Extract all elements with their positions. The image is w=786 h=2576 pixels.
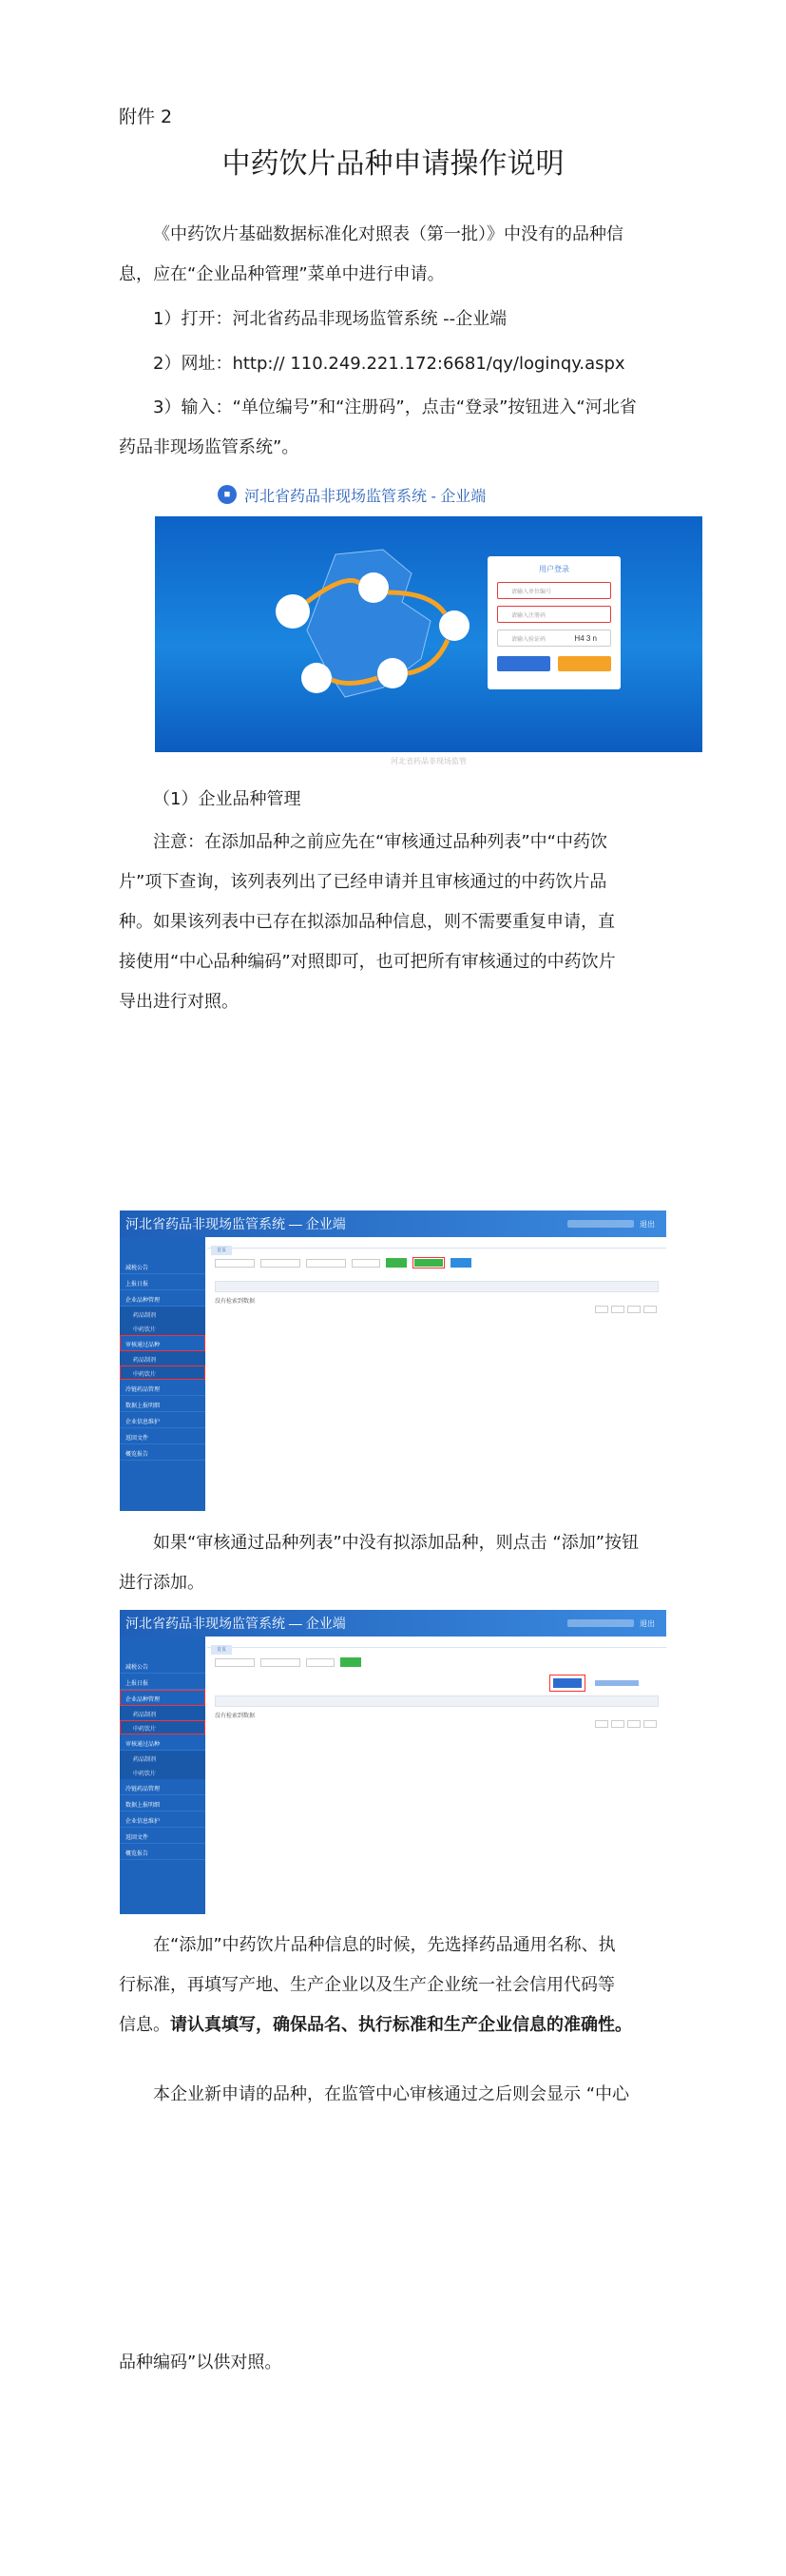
captcha-input[interactable] — [497, 629, 611, 647]
filter-select[interactable] — [306, 1658, 335, 1667]
login-header — [155, 478, 702, 511]
note-line-2: 片”项下查询，该列表列出了已经申请并且审核通过的中药饮片品 — [119, 872, 607, 892]
product-management-screenshot — [120, 1610, 666, 1914]
fill-line-2: 行标准，再填写产地、生产企业以及生产企业统一社会信用代码等 — [119, 1975, 615, 1995]
pagination — [595, 1720, 657, 1728]
filter-input[interactable] — [260, 1658, 300, 1667]
tab-home[interactable]: 首页 — [211, 1645, 232, 1655]
page-button[interactable] — [643, 1306, 657, 1313]
filter-bar — [215, 1256, 659, 1269]
page-button[interactable] — [595, 1306, 608, 1313]
login-screenshot — [155, 478, 702, 768]
app-title: 河北省药品非现场监管系统 — 企业端 — [125, 1216, 346, 1231]
filter-input[interactable] — [352, 1259, 380, 1268]
menu-item[interactable]: 减税公告 — [120, 1657, 205, 1674]
sidebar — [120, 1637, 205, 1914]
menu-item[interactable]: 概览报告 — [120, 1844, 205, 1860]
final-line-2: 品种编码”以供对照。 — [119, 2353, 282, 2373]
approved-list-screenshot — [120, 1211, 666, 1511]
tab-bar — [207, 1637, 666, 1653]
exit-link[interactable]: 退出 — [640, 1618, 655, 1628]
menu-item[interactable]: 数据上报明细 — [120, 1795, 205, 1811]
add-line-1: 如果“审核通过品种列表”中没有拟添加品种，则点击 “添加”按钮 — [153, 1533, 640, 1553]
page-button[interactable] — [643, 1720, 657, 1728]
tab-home[interactable]: 首页 — [211, 1246, 232, 1255]
tab-bar — [207, 1237, 666, 1253]
unit-id-input[interactable]: 请输入单位编号 — [497, 582, 611, 599]
menu-item[interactable]: 减税公告 — [120, 1258, 205, 1274]
user-info-blur — [567, 1619, 634, 1627]
captcha-placeholder: 请输入验证码 — [511, 636, 546, 643]
filter-input[interactable] — [215, 1259, 255, 1268]
menu-item[interactable]: 返回文件 — [120, 1428, 205, 1444]
sidebar — [120, 1237, 205, 1511]
menu-subitem-herbal[interactable]: 中药饮片 — [120, 1365, 205, 1380]
menu-item[interactable]: 返回文件 — [120, 1828, 205, 1844]
page-button[interactable] — [611, 1306, 624, 1313]
page-button[interactable] — [611, 1720, 624, 1728]
step-3-line-1: 3）输入：“单位编号”和“注册码”，点击“登录”按钮进入“河北省 — [153, 397, 637, 417]
menu-subitem[interactable]: 药品制剂 — [120, 1351, 205, 1365]
menu-item[interactable]: 审核通过品种 — [120, 1734, 205, 1751]
login-banner — [155, 516, 702, 752]
note-line-3: 种。如果该列表中已存在拟添加品种信息，则不需要重复申请，直 — [119, 912, 615, 932]
view-approved-link[interactable] — [595, 1680, 639, 1686]
step-1: 1）打开：河北省药品非现场监管系统 --企业端 — [153, 309, 508, 329]
page-button[interactable] — [627, 1306, 641, 1313]
login-button[interactable] — [497, 656, 550, 671]
login-footer: 河北省药品非现场监管 — [391, 757, 467, 765]
search-button[interactable] — [340, 1657, 361, 1667]
menu-item[interactable]: 企业信息维护 — [120, 1412, 205, 1428]
fill-line-3 — [119, 2005, 665, 2045]
exit-link[interactable]: 退出 — [640, 1219, 655, 1229]
page-button[interactable] — [627, 1720, 641, 1728]
filter-input[interactable] — [260, 1259, 300, 1268]
menu-item[interactable]: 数据上报明细 — [120, 1396, 205, 1412]
menu-item[interactable]: 概览报告 — [120, 1444, 205, 1461]
system-logo-icon: ■ — [218, 485, 237, 504]
captcha-image[interactable]: H4 3 n — [574, 633, 597, 643]
menu-subitem[interactable]: 中药饮片 — [120, 1765, 205, 1779]
menu-item[interactable]: 上报日报 — [120, 1274, 205, 1290]
intro-line-2: 息，应在“企业品种管理”菜单中进行申请。 — [119, 264, 445, 284]
login-header-title: 河北省药品非现场监管系统 - 企业端 — [244, 488, 487, 505]
menu-item[interactable]: 冷链药品管理 — [120, 1779, 205, 1795]
add-line-2: 进行添加。 — [119, 1573, 204, 1593]
province-map-icon — [269, 545, 478, 721]
note-line-4: 接使用“中心品种编码”对照即可，也可把所有审核通过的中药饮片 — [119, 952, 616, 972]
menu-subitem[interactable]: 药品制剂 — [120, 1751, 205, 1765]
menu-item[interactable]: 冷链药品管理 — [120, 1380, 205, 1396]
final-line-1: 本企业新申请的品种，在监管中心审核通过之后则会显示 “中心 — [153, 2084, 630, 2104]
menu-subitem[interactable]: 中药饮片 — [120, 1321, 205, 1335]
export-button-highlight[interactable] — [412, 1257, 445, 1269]
app-header — [120, 1610, 666, 1637]
menu-item-product-mgmt[interactable]: 企业品种管理 — [120, 1690, 205, 1706]
menu-item[interactable]: 企业品种管理 — [120, 1290, 205, 1307]
reset-button[interactable] — [558, 656, 611, 671]
fill-line-1: 在“添加”中药饮片品种信息的时候，先选择药品通用名称、执 — [153, 1935, 616, 1955]
table-header — [215, 1695, 659, 1707]
menu-item-approved[interactable]: 审核通过品种 — [120, 1335, 205, 1351]
section-heading: （1）企业品种管理 — [153, 789, 301, 809]
no-data-text: 没有检索到数据 — [215, 1714, 256, 1719]
filter-input[interactable] — [306, 1259, 346, 1268]
fill-line-3-emphasis: 请认真填写，确保品名、执行标准和生产企业信息的准确性。 — [170, 2015, 632, 2035]
page-button[interactable] — [595, 1720, 608, 1728]
no-data-text: 没有检索到数据 — [215, 1299, 256, 1305]
action-button[interactable] — [451, 1258, 471, 1268]
search-button[interactable] — [386, 1258, 407, 1268]
menu-subitem[interactable]: 药品制剂 — [120, 1706, 205, 1720]
attachment-label: 附件 2 — [119, 107, 173, 127]
note-line-5: 导出进行对照。 — [119, 992, 239, 1012]
document-title: 中药饮片品种申请操作说明 — [221, 147, 565, 181]
step-2: 2）网址：http:// 110.249.221.172:6681/qy/loginqy.aspx — [153, 354, 625, 374]
app-title: 河北省药品非现场监管系统 — 企业端 — [125, 1616, 346, 1631]
menu-subitem[interactable]: 药品制剂 — [120, 1307, 205, 1321]
table-header — [215, 1281, 659, 1292]
login-panel — [488, 556, 621, 689]
user-info-blur — [567, 1220, 634, 1228]
add-button-highlight[interactable] — [549, 1675, 585, 1692]
add-button[interactable] — [553, 1678, 582, 1688]
menu-item[interactable]: 上报日报 — [120, 1674, 205, 1690]
login-panel-title: 用户登录 — [539, 565, 569, 573]
note-line-1: 注意：在添加品种之前应先在“审核通过品种列表”中“中药饮 — [153, 832, 607, 852]
filter-bar — [215, 1656, 659, 1669]
filter-input[interactable] — [215, 1658, 255, 1667]
register-code-input[interactable]: 请输入注册码 — [497, 606, 611, 623]
menu-subitem-herbal[interactable]: 中药饮片 — [120, 1720, 205, 1734]
fill-line-3-prefix: 信息。 — [119, 2015, 170, 2035]
step-3-line-2: 药品非现场监管系统”。 — [119, 437, 299, 457]
menu-item[interactable]: 企业信息维护 — [120, 1811, 205, 1828]
pagination — [595, 1306, 657, 1313]
app-header — [120, 1211, 666, 1237]
intro-line-1: 《中药饮片基础数据标准化对照表（第一批）》中没有的品种信 — [153, 224, 623, 244]
